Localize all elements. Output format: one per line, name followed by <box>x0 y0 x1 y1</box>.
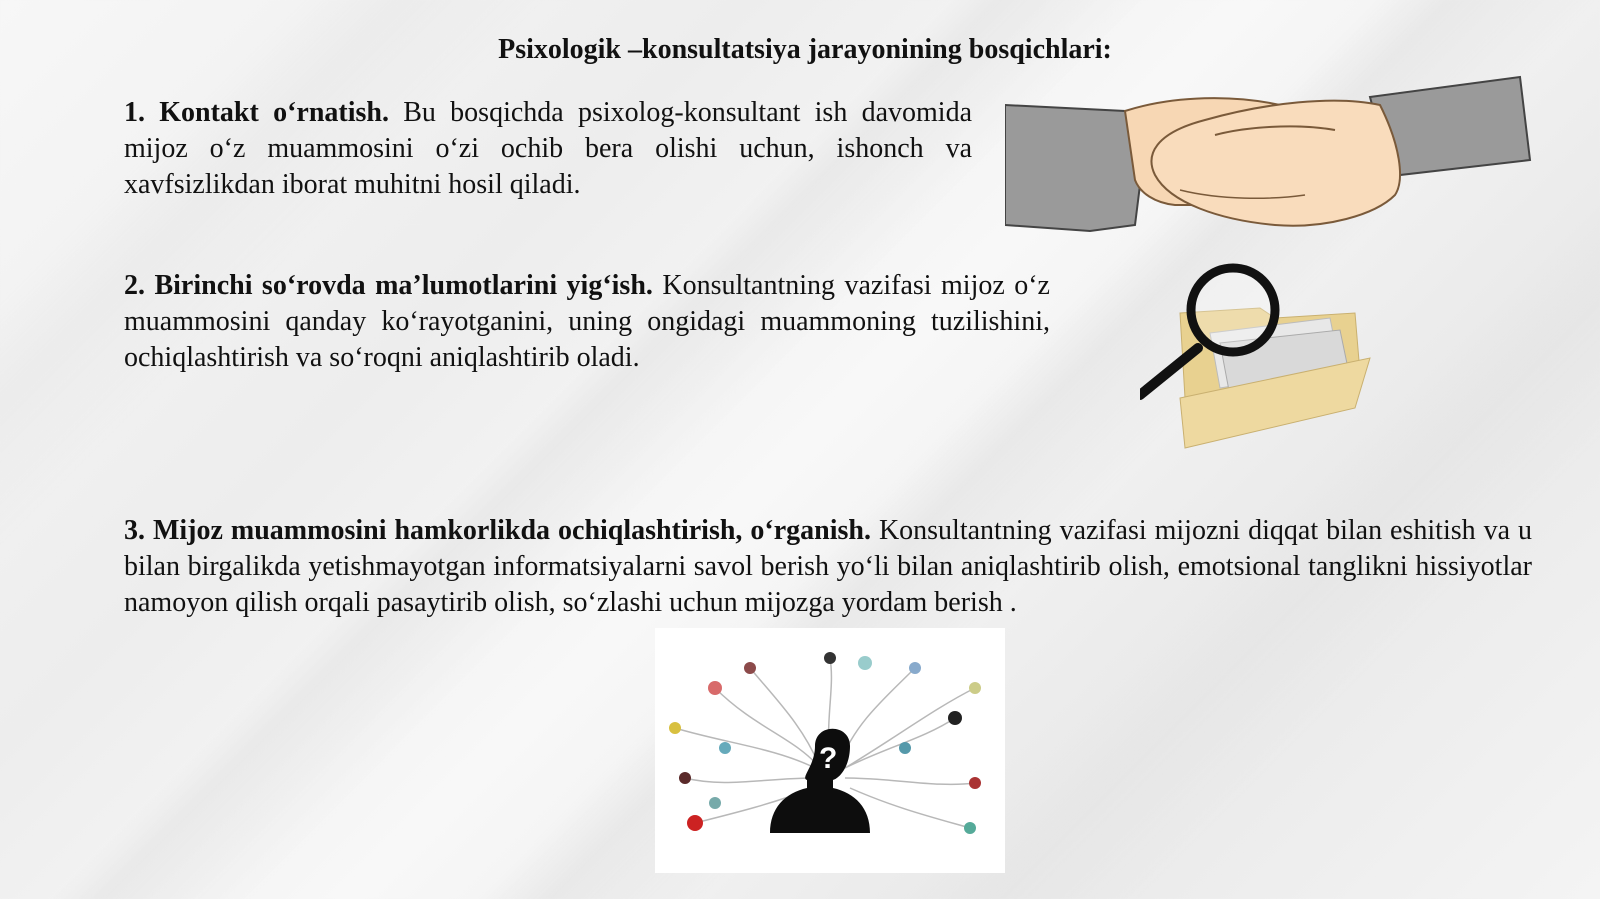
step-1-heading: 1. Kontakt o‘rnatish. <box>124 97 389 128</box>
step-3-heading: 3. Mijoz muammosini hamkorlikda ochiqlashtirish, o‘rganish. <box>124 515 871 546</box>
step-1-text: Bu bosqichda psixolog-konsultant ish davomida mijoz o‘z muammosini o‘zi ochib bera olishi uchun, ishonch va xavfsizlikdan iborat muhitni hosil qiladi. <box>124 97 972 200</box>
svg-text:?: ? <box>819 742 838 775</box>
step-3-paragraph <box>124 513 1532 621</box>
step-1-paragraph <box>124 95 972 203</box>
handshake-image <box>1005 75 1560 240</box>
step-2-text: Konsultantning vazifasi mijoz o‘z muammosini qanday ko‘rayotganini, uning ongidagi muammoning tuzilishini, ochiqlashtirish va so‘roqni aniqlashtirib oladi. <box>124 270 1050 373</box>
mind-map-image <box>655 628 1005 873</box>
step-3-text: Konsultantning vazifasi mijozni diqqat bilan eshitish va u bilan birgalikda yetishmayotgan informatsiyalarni savol berish yo‘li bilan aniqlashtirib olish, emotsional tanglikni hissiyotlar namoyon qilish orqali pasaytirib olish, so‘zlashi uchun mijozga yordam berish . <box>124 515 1532 618</box>
step-2-paragraph <box>124 268 1050 376</box>
step-2-heading: 2. Birinchi so‘rovda ma’lumotlarini yig‘ish. <box>124 270 653 301</box>
magnifier-folder-image <box>1140 258 1560 458</box>
slide-title: Psixologik –konsultatsiya jarayonining bosqichlari: <box>498 34 1112 65</box>
